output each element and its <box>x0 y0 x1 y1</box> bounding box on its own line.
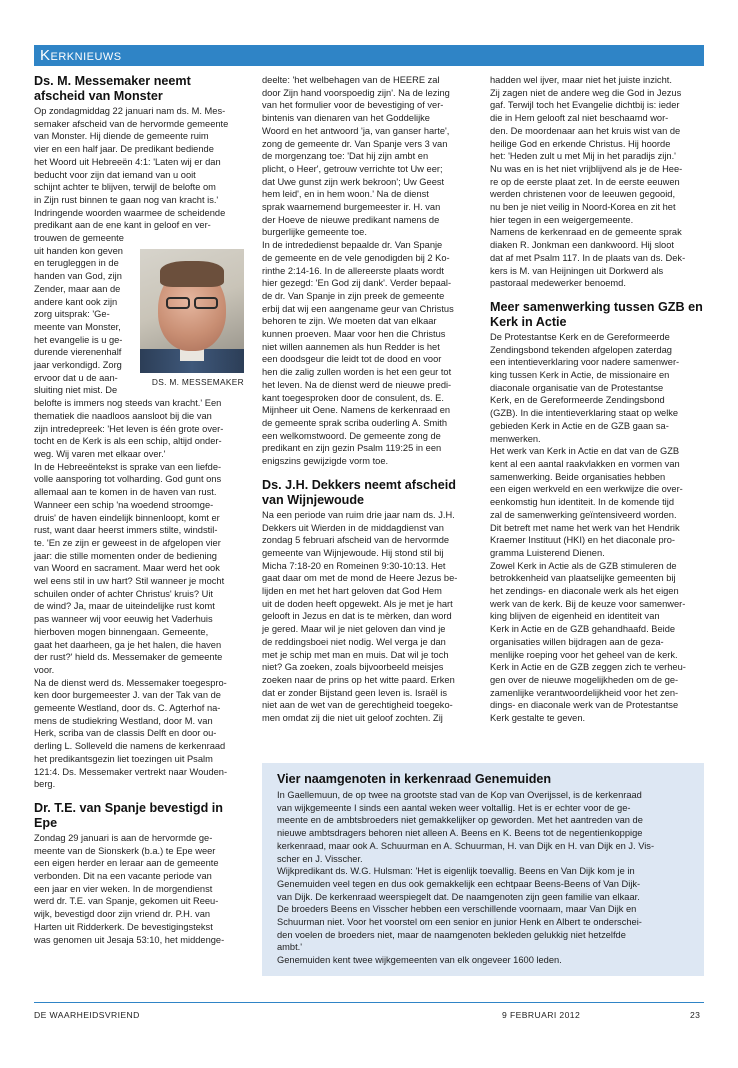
article-text: Na de dienst werd ds. Messemaker toegespro- ken door burgemeester J. van der Tak van de gemeente Westland, door ds. C. Agterhof na- mens de studiekring Westland, door M. van Herk, scriba van de classis Delft en door ou- derling L. Solleveld die namens de kerkenraad het predikantsgezin liet toezingen uit Psalm 121:4. Ds. Messemaker vertrekt naar Wouden- berg. <box>34 677 228 790</box>
column-1 <box>34 74 244 946</box>
article-text: Zowel Kerk in Actie als de GZB stimuleren de betrokkenheid van plaatselijke gemeenten bij het zendings- en diaconale werk als het eigen werk van de kerk. Bij de keuze voor samenwer- king blijven de eigenheid en identiteit van Kerk in Actie en de GZB gehandhaafd. Beide organisaties willen bijdragen aan de geza- menlijke roeping voor het geheel van de kerk. Kerk in Actie en de GZB zeggen zich te verheu- gen over de nieuwe mogelijkheden om de ge- zamenlijke verantwoordelijkheid voor het zen- dings- en diaconale werk van de Protestantse Kerk gestalte te geven. <box>490 560 686 724</box>
section-header: Kerknieuws <box>34 45 704 66</box>
column-2 <box>262 74 474 725</box>
article-text: Na een periode van ruim drie jaar nam ds. J.H. Dekkers uit Wierden in de middagdienst van zondag 5 februari afscheid van de hervormde gemeente van Wijnjewoude. Hij stond stil bij Micha 7:18-20 en Romeinen 9:30-10:13. Het gaat daar om met de mond de Heere Jezus be- lijden en met het hart geloven dat God Hem uit de doden heeft opgewekt. Als je met je hart gelooft in Jezus en dat is te mèrken, dan word je gered. Maar wil je niet geloven dan vind je de reddingsboei niet nodig. Wel verga je dan met je schip met man en muis. Dat wil je toch niet? Ga zoeken, zoals bijvoorbeeld meisjes zoeken naar de prins op het witte paard. Erken dat er zonder Bijstand geen leven is. Israël is niet aan de wet van de gerechtigheid toegeko- men omdat zij die niet uit geloof zochten. Zij <box>262 509 458 724</box>
portrait-photo <box>140 249 244 373</box>
article-title-van-spanje: Dr. T.E. van Spanje bevestigd in Epe <box>34 800 223 830</box>
article-text: Namens de kerkenraad en de gemeente sprak diaken R. Jonkman een dankwoord. Hij sloot dat af met Psalm 117. In de plaats van ds. Dek- kers is M. van Heijningen uit Dorkwerd als pastoraal medewerker benoemd. <box>490 227 686 289</box>
article-title-dekkers: Ds. J.H. Dekkers neemt afscheid van Wijnjewoude <box>262 477 456 507</box>
box-text: In Gaellemuun, de op twee na grootste stad van de Kop van Overijssel, is de kerkenraad van wijkgemeente I sinds een aantal weken weer voltallig. Het is er echter voor de ge- meente en de ambtsbroeders niet gemakkelijker op geworden. Met het aantreden van de nieuwe ambtsdragers behoren niet alleen A. Beens en K. Beens tot de negentienkoppige kerkenraad, maar ook A. Schuurman en A. Schuurman, H. van Dijk en H. van Dijk en J. Vis- scher en J. Visscher. <box>277 790 655 864</box>
page-number: 23 <box>690 1010 701 1020</box>
article-text: In de intrededienst bepaalde dr. Van Spanje de gemeente en de vele genodigden bij 2 Ko- rinthe 2:14-16. In de allereerste plaats wordt hier gezegd: 'En God zij dank'. Verder bepaal- de dr. Van Spanje in zijn preek de gemeente erbij dat wij een aangename geur van Christus behoren te zijn. We moeten dat van elkaar kunnen proeven. Maar voor hen die Christus niet willen aannemen als hun Redder is het een doodsgeur die leidt tot de dood en voor hen die zalig zullen worden is het een geur tot het leven. Na de dienst werd de nieuwe predi- kant toegesproken door de consulent, ds. E. Mijnheer uit Oene. Namens de kerkenraad en de gemeente sprak scriba ouderling A. Smith een welkomstwoord. De gemeente zong de predikant en zijn gezin Psalm 119:25 in een enigszins gewijzigde vorm toe. <box>262 240 454 467</box>
photo-caption: DS. M. MESSEMAKER <box>151 376 244 387</box>
box-text: Genemuiden kent twee wijkgemeenten van elk ongeveer 1600 leden. <box>277 955 562 966</box>
article-text: De Protestantse Kerk en de Gereformeerde Zendingsbond tekenden afgelopen zaterdag een intentieverklaring voor nadere samenwer- king tussen Kerk in Actie, de missionaire en diaconale organisatie van de Protestantse Kerk, en de Gereformeerde Zendingsbond (GZB). In die intentieverklaring staat op welke gebieden Kerk in Actie en de GZB gaan sa- menwerken. <box>490 331 680 444</box>
footer-divider <box>34 1002 704 1003</box>
article-text: Zondag 29 januari is aan de hervormde ge- meente van de Sionskerk (b.a.) te Epe weer een eigen herder en leraar aan de gemeente verbonden. Dit na een vacante periode van een jaar en vier weken. In de morgendienst werd dr. T.E. van Spanje, gekomen uit Reeu- wijk, bevestigd door zijn vriend dr. P.H. van Harten uit Ridderkerk. De bevestigingstekst was genomen uit Jesaja 53:10, het middenge- <box>34 832 225 945</box>
article-title-gzb: Meer samenwerking tussen GZB en Kerk in Actie <box>490 299 703 329</box>
article-text: Op zondagmiddag 22 januari nam ds. M. Mes- semaker afscheid van de hervormde gemeente van Monster. Hij diende de gemeente ruim vier en een half jaar. De predikant bediende het Woord uit Hebreeën 4:1: 'Laten wij er dan beducht voor zijn dat iemand van u ooit schijnt achter te blijven, terwijl de belofte om in Zijn rust binnen te gaan nog van kracht is.' Indringende woorden waarmee de scheidende predikant aan de ene kant in geloof en ver- trouwen de gemeente <box>34 106 229 244</box>
article-text-wrapped: uit handen kon geven en terugleggen in de handen van God, zijn Zender, maar aan de andere kant ook zijn zorg uitsprak: 'Ge- meente van Monster, het evangelie is u ge- durende vierenenhalf jaar verkondigd. Zorg ervoor dat u de aan- sluiting niet mist. De <box>34 245 123 396</box>
article-text: belofte is immers nog steeds van kracht.' Een thematiek die naadloos aansloot bij die van zijn intredepreek: 'Het leven is één grote over- tocht en de Kerk is als een schip, altijd onder- weg. Wij varen met elkaar over.' In de Hebreeëntekst is sprake van een liefde- volle aansporing tot volharding. God gunt ons allemaal aan te komen in de haven van rust. Wanneer een schip 'na woedend stroomge- druis' de haven eindelijk binnenloopt, komt er rust, want daar heerst immers stilte, windstil- te. 'En ze zijn er geweest in de afgelopen vier jaar: die stille momenten onder de bediening van Woord en sacrament. Maar werd het ook wel eens stil in uw hart? Stil wanneer je mocht schuilen onder of achter Christus' kruis? Uit de wind? Ja, maar de uiteindelijke rust komt pas wanneer wij voor eeuwig het Vaderhuis hierboven mogen binnengaan. Gemeente, gaat het daarheen, ga je het halen, die haven der rust?' hield ds. Messemaker de gemeente voor. <box>34 398 225 675</box>
photo-wrap <box>34 245 244 397</box>
issue-date: 9 FEBRUARI 2012 <box>502 1010 581 1020</box>
article-text: Het werk van Kerk in Actie en dat van de GZB kent al een aantal raakvlakken en vormen van samenwerking. Beide organisaties hebben een eigen werkveld en een werkwijze die over- eenkomstig hun identiteit. In de komende tijd zal de samenwerking geïntensiveerd worden. Dit betreft met name het werk van het Hendrik Kraemer Instituut (HKI) en het diaconale pro- gramma Luisterend Dienen. <box>490 446 683 558</box>
article-text: hadden wel ijver, maar niet het juiste inzicht. Zij zagen niet de andere weg die God in Jezus gaf. Terwijl toch het Evangelie dichtbij is: ieder die in Hem gelooft zal niet beschaamd wor- den. De moordenaar aan het kruis wist van de heilige God en erkende Christus. Hij hoorde het: 'Heden zult u met Mij in het paradijs zijn.' Nu was en is het niet vrijblijvend als je de Hee- re op de eerste plaat zet. In de eerste eeuwen werden christenen voor de leeuwen gegooid, nu ben je niet veilig in Noord-Korea en zit het hier tegen in een weigergemeente. <box>490 75 683 225</box>
column-3 <box>490 74 704 725</box>
sidebar-box <box>262 763 704 976</box>
publication-name: DE WAARHEIDSVRIEND <box>34 1010 140 1020</box>
portrait-figure <box>140 249 244 387</box>
box-title: Vier naamgenoten in kerkenraad Genemuiden <box>277 772 552 786</box>
box-text: Wijkpredikant ds. W.G. Hulsman: 'Het is eigenlijk toevallig. Beens en Van Dijk kom je in Genemuiden veel tegen en dus ook gemakkelijk een echtpaar Beens-Beens of Van Dijk- van Dijk. De kerkenraad weerspiegelt dat. De naamgenoten zijn geen familie van elkaar. De broeders Beens en Visscher hebben een verschillende voornaam, maar Van Dijk en Schuurman niet. Voor het voorstel om een senior en junior Henk en Albert te onderschei- den voelen de broeders niet, maar de naamgenoten bekleden gelukkig niet hetzelfde ambt.' <box>277 866 642 953</box>
article-text: deelte: 'het welbehagen van de HEERE zal door Zijn hand voorspoedig zijn'. Na de lezing van het formulier voor de bevestiging of ver- bintenis van dienaren van het Goddelijke Woord en het antwoord 'ja, van ganser harte', zong de gemeente dr. Van Spanje vers 3 van de morgenzang toe: 'Dat hij zijn ambt en plicht, o Heer', getrouw verrichte tot Uw eer; dat Uwe gunst zijn werk bekroon'; Uw Geest hem leid', en in hem woon.' Na de dienst sprak waarnemend burgemeester ir. H. van der Hoeve de nieuwe predikant namens de burgerlijke gemeente toe. <box>262 75 450 238</box>
article-title-messemaker: Ds. M. Messemaker neemt afscheid van Monster <box>34 74 191 103</box>
